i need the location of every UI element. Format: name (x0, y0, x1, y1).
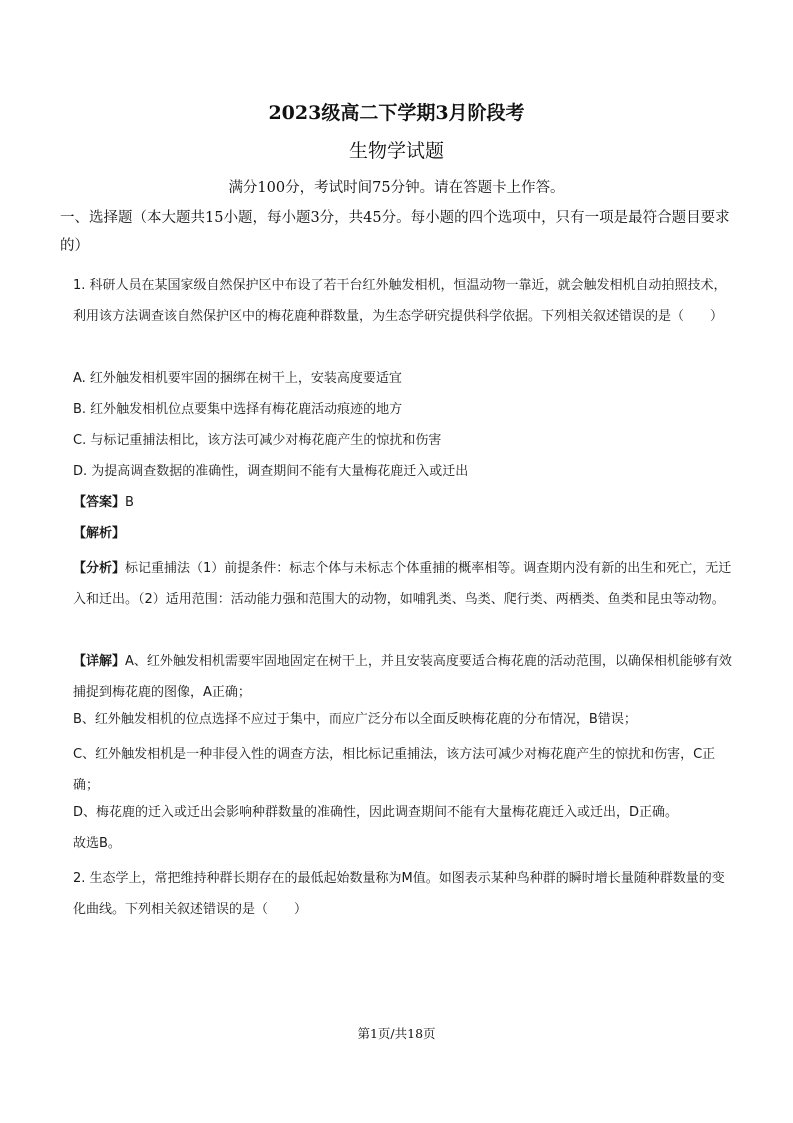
answer-value: B (125, 495, 134, 510)
fenxi-label: 【分析】 (73, 561, 126, 576)
analysis-label: 【解析】 (73, 526, 126, 541)
xiangjie-label: 【详解】 (73, 654, 126, 669)
xiangjie-a-text: A、红外触发相机需要牢固地固定在树干上，并且安装高度要适合梅花鹿的活动范围，以确保相机能够有效捕捉到梅花鹿的图像，A正确； (73, 654, 732, 700)
q1-fenxi (73, 553, 733, 615)
q1-xiangjie-c: C、红外触发相机是一种非侵入性的调查方法，相比标记重捕法，该方法可减少对梅花鹿产生的惊扰和伤害，C正确； (73, 747, 716, 793)
q1-xiangjie-b: B、红外触发相机的位点选择不应过于集中，而应广泛分布以全面反映梅花鹿的分布情况，B错误； (73, 712, 637, 727)
q1-xiangjie-a (73, 646, 733, 708)
q1-option-a: A. 红外触发相机要牢固的捆绑在树干上，安装高度要适宜 (73, 371, 402, 386)
page-subtitle: 生物学试题 (348, 140, 444, 162)
question-2-stem: 2. 生态学上，常把维持种群长期存在的最低起始数量称为M值。如图表示某种鸟种群的瞬时增长量随种群数量的变化曲线。下列相关叙述错误的是（ ） (73, 871, 725, 917)
question-1-stem: 1. 科研人员在某国家级自然保护区中布设了若干台红外触发相机，恒温动物一靠近，就会触发相机自动拍照技术，利用该方法调查该自然保护区中的梅花鹿种群数量，为生态学研究提供科学依据。下列相关叙述错误的是（ ） (73, 278, 727, 324)
q1-xiangjie-d: D、梅花鹿的迁入或迁出会影响种群数量的准确性，因此调查期间不能有大量梅花鹿迁入或迁出，D正确。 (73, 805, 679, 820)
section-heading: 一、选择题（本大题共15小题，每小题3分，共45分。每小题的四个选项中，只有一项是最符合题目要求的） (60, 210, 730, 254)
q1-option-d: D. 为提高调查数据的准确性，调查期间不能有大量梅花鹿迁入或迁出 (73, 464, 469, 479)
q1-answer (73, 491, 134, 510)
exam-info: 满分100分，考试时间75分钟。请在答题卡上作答。 (228, 180, 565, 196)
page-title: 2023级高二下学期3月阶段考 (268, 102, 525, 124)
answer-label: 【答案】 (73, 495, 126, 510)
fenxi-text: 标记重捕法（1）前提条件：标志个体与未标志个体重捕的概率相等。调查期内没有新的出生和死亡，无迁入和迁出。（2）适用范围：活动能力强和范围大的动物，如哺乳类、鸟类、爬行类、两栖类、鱼类和昆虫等动物。 (73, 561, 732, 607)
q1-conclusion: 故选B。 (73, 836, 121, 851)
q1-option-b: B. 红外触发相机位点要集中选择有梅花鹿活动痕迹的地方 (73, 402, 403, 417)
q1-option-c: C. 与标记重捕法相比，该方法可减少对梅花鹿产生的惊扰和伤害 (73, 433, 442, 448)
page-footer: 第1页/共18页 (357, 1026, 436, 1041)
